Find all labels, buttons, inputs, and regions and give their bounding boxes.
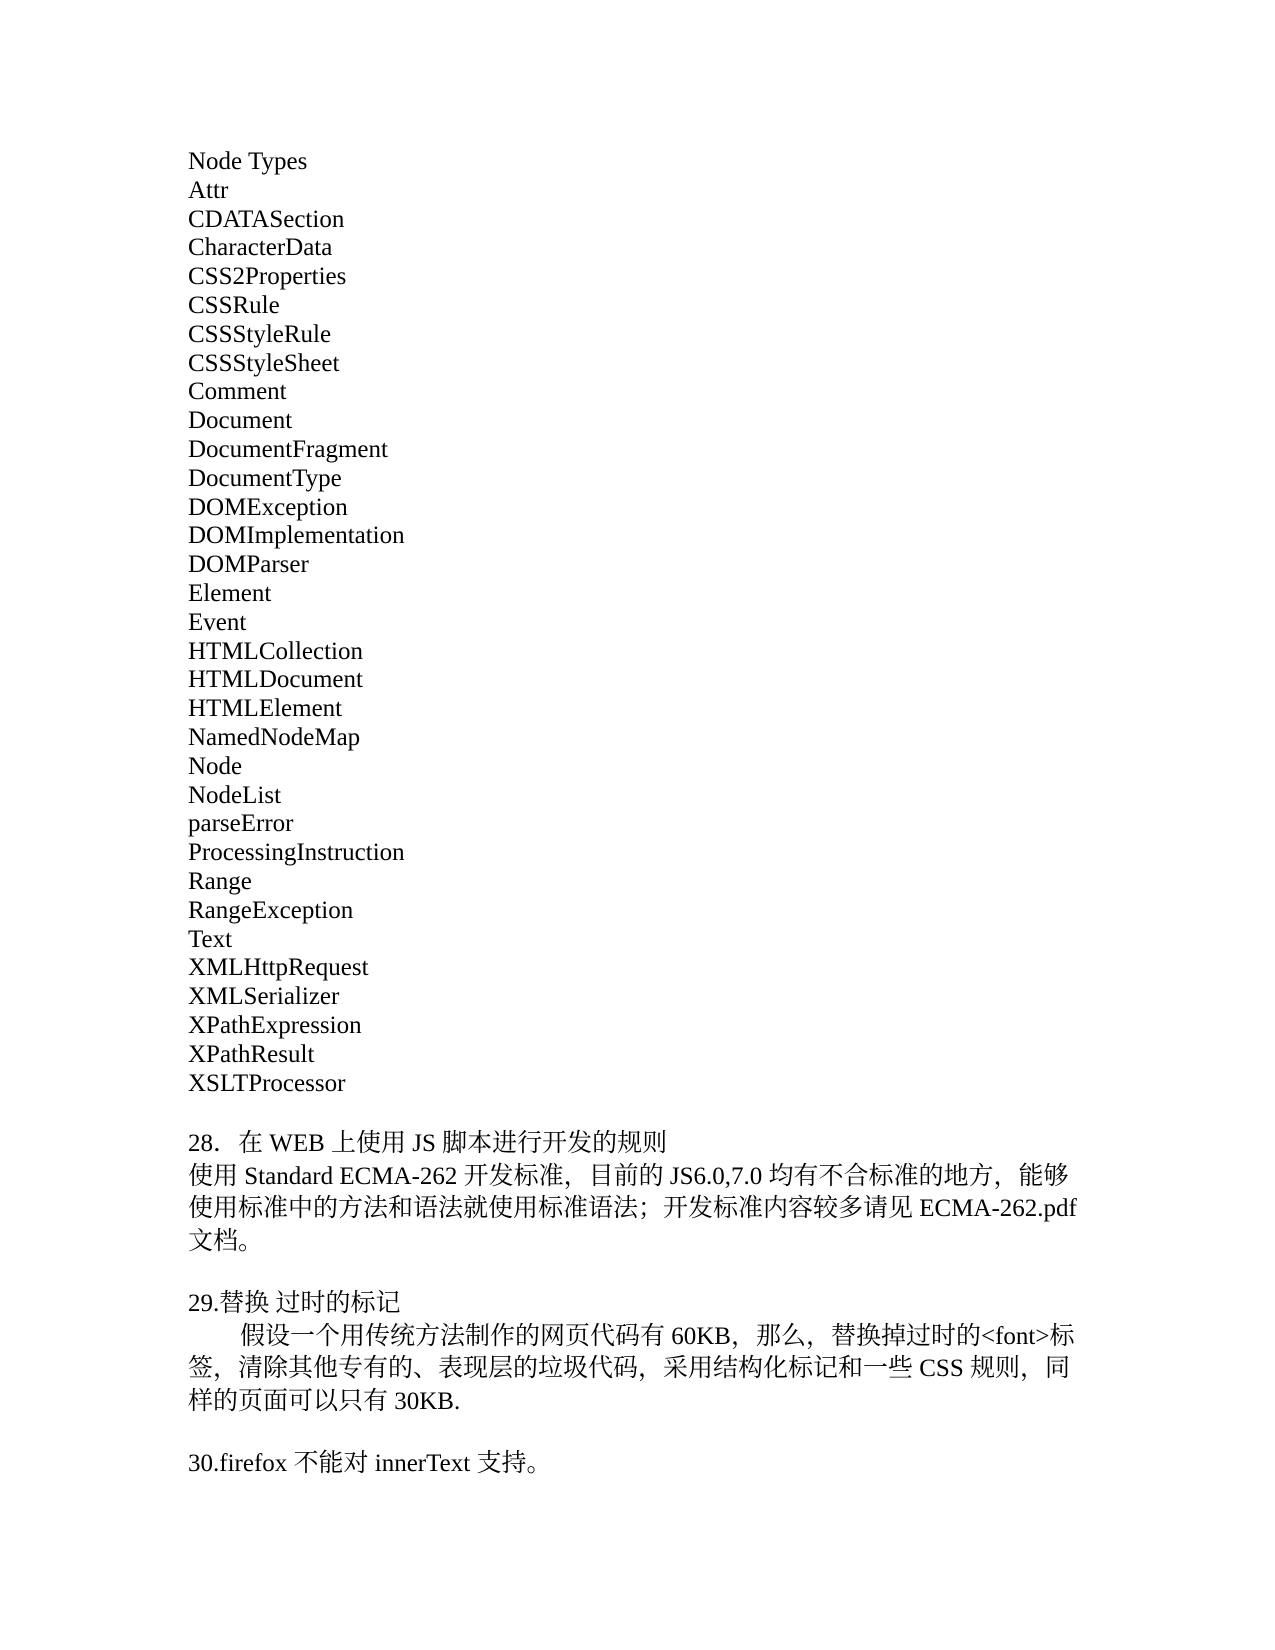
list-item: HTMLDocument [188,666,363,694]
list-item: Element [188,579,272,607]
list-item: Attr [188,176,229,204]
section-28-heading: 28．在 WEB 上使用 JS 脚本进行开发的规则 [188,1130,668,1158]
list-item: Node [188,752,243,780]
list-item: CDATASection [188,205,345,233]
list-item: DOMParser [188,551,309,579]
list-item: DocumentFragment [188,435,388,463]
list-item: Range [188,867,252,895]
section-28 [188,1128,1088,1258]
list-item: XPathExpression [188,1011,362,1039]
list-item: Document [188,407,293,435]
list-item: CSSStyleSheet [188,349,340,377]
list-item: XMLHttpRequest [188,954,369,982]
list-item: XPathResult [188,1040,315,1068]
list-item: HTMLElement [188,695,343,723]
list-item: XMLSerializer [188,983,340,1011]
node-types-title: Node Types [188,148,308,175]
list-item: DOMImplementation [188,522,405,550]
list-item: CSSStyleRule [188,320,332,348]
section-28-body: 使用 Standard ECMA-262 开发标准，目前的 JS6.0,7.0 均有不合标准的地方，能够使用标准中的方法和语法就使用标准语法；开发标准内容较多请见 ECMA-262.pdf 文档。 [188,1162,1077,1255]
node-types-list [188,148,1088,1098]
section-29-body: 假设一个用传统方法制作的网页代码有 60KB，那么，替换掉过时的<font>标签，清除其他专有的、表现层的垃圾代码，采用结构化标记和一些 CSS 规则，同样的页面可以只有 30KB. [188,1322,1075,1415]
list-item: DocumentType [188,464,342,492]
list-item: RangeException [188,896,354,924]
section-30-heading: 30.firefox 不能对 innerText 支持。 [188,1450,552,1478]
list-item: CSS2Properties [188,263,347,291]
list-item: XSLTProcessor [188,1069,346,1097]
list-item: DOMException [188,493,348,521]
list-item: parseError [188,810,294,838]
list-item: ProcessingInstruction [188,839,405,867]
section-29 [188,1288,1088,1418]
section-29-heading: 29.替换 过时的标记 [188,1290,401,1318]
list-item: NodeList [188,781,282,809]
section-30 [188,1448,1088,1481]
list-item: Comment [188,378,287,406]
page-content [188,148,1088,1481]
list-item: HTMLCollection [188,637,363,665]
list-item: Event [188,608,247,636]
list-item: CharacterData [188,234,333,262]
list-item: CSSRule [188,291,280,319]
list-item: NamedNodeMap [188,723,361,751]
list-item: Text [188,925,233,953]
